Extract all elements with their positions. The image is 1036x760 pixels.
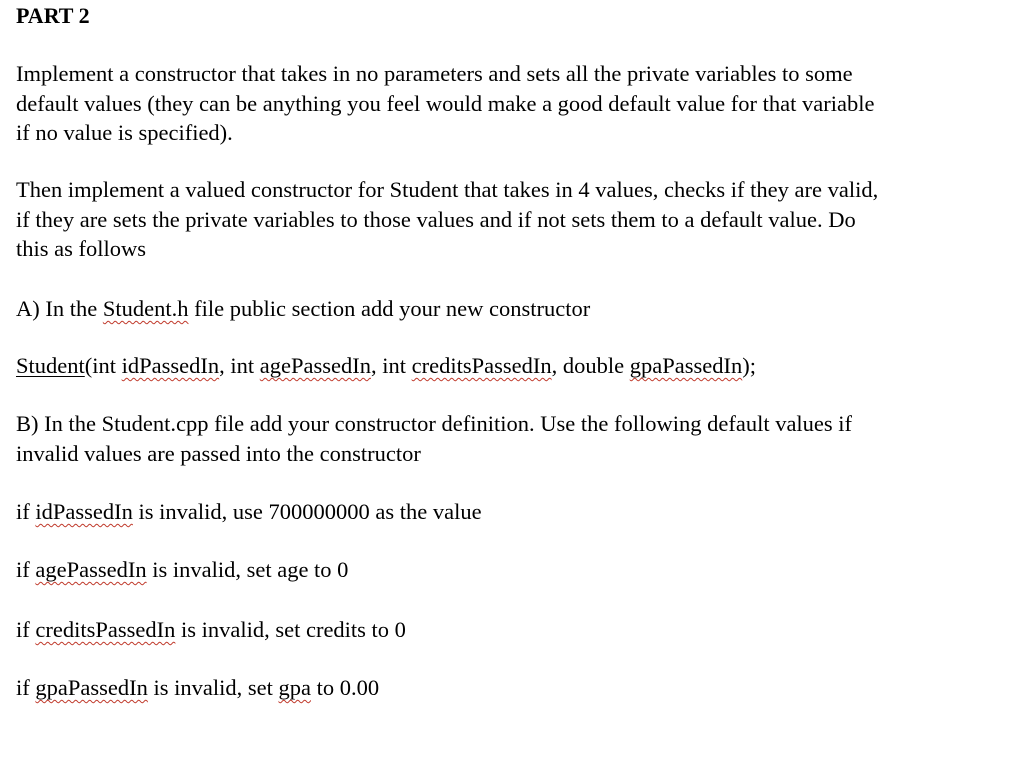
spellcheck-word: Student.h [102,296,189,321]
rule-age-default [16,555,1016,585]
param-gpa: gpaPassedIn [629,353,743,378]
param-credits: creditsPassedIn [411,353,552,378]
rule-credits-default [16,615,1016,645]
text-line: default values (they can be anything you feel would make a good default value for that variable [16,90,875,116]
constructor-name: Student [16,353,85,378]
param-age: agePassedIn [259,353,371,378]
paragraph-default-constructor [16,59,1016,148]
text-run: file public section add your new constructor [188,296,591,321]
section-heading: PART 2 [16,3,90,28]
constructor-signature [16,351,1016,381]
text-run: is invalid, set credits to 0 [175,617,406,642]
param-age: agePassedIn [35,557,147,582]
text-run: ); [742,353,756,378]
text-line: B) In the Student.cpp file add your constructor definition. Use the following default values if [16,411,853,436]
text-run: A) In the [16,296,103,321]
param-gpa: gpaPassedIn [35,675,148,700]
text-run: , int [219,353,260,378]
text-run: if [16,675,36,700]
text-run: is invalid, set [147,675,279,700]
text-line: if no value is specified). [16,120,233,145]
text-line: invalid values are passed into the constructor [16,440,421,466]
text-run: , int [371,353,412,378]
text-line: this as follows [16,236,147,261]
text-run: is invalid, use 700000000 as the value [132,499,482,524]
text-run: is invalid, set age to 0 [146,557,349,582]
rule-id-default [16,497,1016,527]
step-a-instruction [16,294,1016,324]
step-b-instruction [16,409,1016,468]
var-gpa: gpa [278,675,311,700]
paragraph-valued-constructor [16,175,1016,264]
text-run: if [16,557,36,582]
text-line: if they are sets the private variables to those values and if not sets them to a default value. Do [16,206,856,232]
text-line: Then implement a valued constructor for Student that takes in 4 values, checks if they are valid, [16,177,879,202]
text-run: if [16,617,36,642]
text-line: Implement a constructor that takes in no parameters and sets all the private variables to some [16,61,853,86]
param-id: idPassedIn [35,499,133,524]
text-run: to 0.00 [310,675,380,700]
text-run: (int [84,353,122,378]
param-credits: creditsPassedIn [35,617,176,642]
text-run: , double [551,353,630,378]
rule-gpa-default [16,673,1016,703]
text-run: if [16,499,36,524]
param-id: idPassedIn [121,353,220,378]
